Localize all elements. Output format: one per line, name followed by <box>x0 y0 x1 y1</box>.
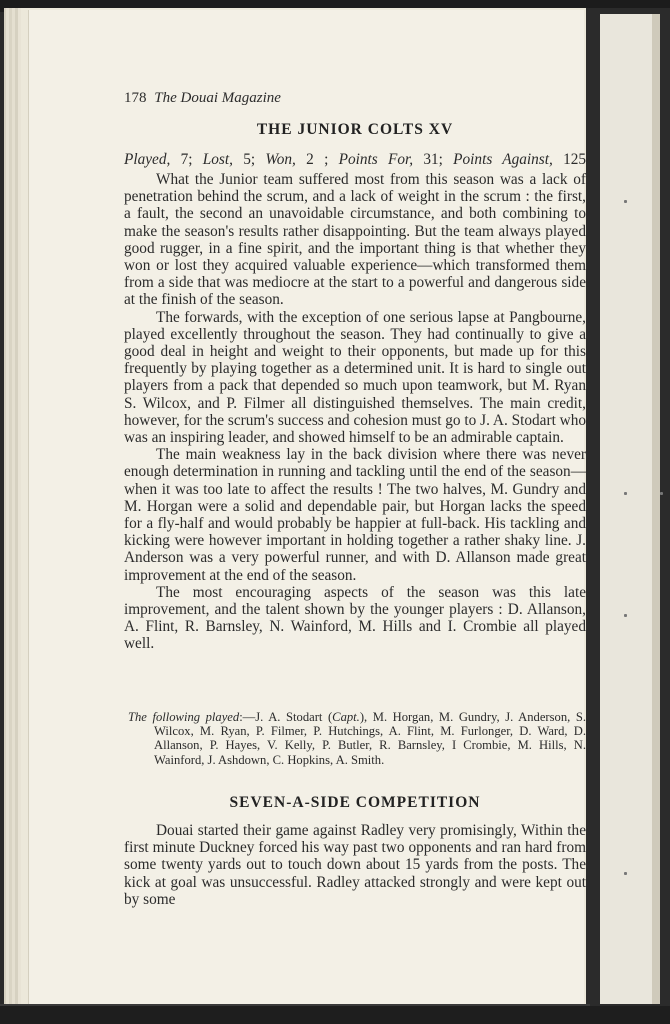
players-list <box>128 710 586 767</box>
points-against-value: 125 <box>563 151 587 168</box>
running-head <box>124 90 586 107</box>
section-heading-junior-colts: THE JUNIOR COLTS XV <box>256 121 454 138</box>
facing-page-edge <box>600 14 652 1004</box>
players-lead: The following played <box>128 710 240 724</box>
paragraph: The main weakness lay in the back division where there was never enough determination in running and tackling until the end of the season—when it was too late to affect the results ! The two halves, M. Gundry and M. Horgan were a solid and dependable pair, but Horgan lacks the speed for a fly-half and would probably be happier at full-back. His tackling and kicking were however important in holding together a rather shaky line. J. Anderson was a very powerful runner, and with D. Allanson made great improvement at the end of the season. <box>124 446 586 584</box>
paragraph: The most encouraging aspects of the season was this late improvement, and the talent shown by the younger players : D. Allanson, A. Flint, R. Barnsley, N. Wainford, M. Hills and I. Crombie all played well. <box>124 583 586 653</box>
players-rest: ), M. Horgan, M. Gundry, J. Anderson, S. Wilcox, M. Ryan, P. Filmer, P. Hutchings, A. Flint, M. Furlonger, D. Ward, D. Allanson, P. Hayes, V. Kelly, P. Butler, R. Barnsley, I Crombie, M. Hills, N. Wainford, J. Ashdown, C. Hopkins, A. Smith. <box>154 710 586 767</box>
paragraph: The forwards, with the exception of one serious lapse at Pangbourne, played excellently throughout the season. They had continually to give a good deal in height and weight to their opponents, but made up for this frequently by playing together as a determined unit. It is hard to single out players from a pack that depended so much upon teamwork, but M. Ryan S. Wilcox, and P. Filmer all distinguished themselves. The main credit, however, for the scrum's success and cohesion must go to J. A. Stodart who was an inspiring leader, and showed himself to be an admirable captain. <box>124 308 586 447</box>
won-label: Won, <box>265 151 296 168</box>
points-against-label: Points Against, <box>453 151 553 168</box>
paragraph: Douai started their game against Radley very promisingly, Within the first minute Duckney forced his way past two opponents and ran hard from some twenty yards out to touch down about 15 yards from the posts. The kick at goal was unsuccessful. Radley attacked strongly and were kept out by some <box>124 822 586 908</box>
seven-a-side-report <box>124 822 586 908</box>
lost-value: 5; <box>243 151 256 168</box>
paragraph: What the Junior team suffered most from this season was a lack of penetration behind the scrum, and a lack of weight in the scrum : the first, a fault, the second an unavoidable circumstance, and both combining to make the season's results rather disappointing. But the team always played good rugger, in a fine spirit, and the important thing is that whether they won or lost they acquired valuable experience—which transformed them from a side that was mediocre at the start to a powerful and dangerous side at the finish of the season. <box>124 171 586 309</box>
scan-bottom-border <box>0 1006 670 1024</box>
won-value: 2 ; <box>306 151 329 168</box>
facing-page-fold <box>652 14 660 1004</box>
points-for-value: 31; <box>423 151 443 168</box>
points-for-label: Points For, <box>338 151 414 168</box>
captain-label: Capt. <box>332 710 360 724</box>
players-first: :—J. A. Stodart ( <box>239 710 333 724</box>
lost-label: Lost, <box>202 151 233 168</box>
played-value: 7; <box>180 151 193 168</box>
page-number: 178 <box>124 90 147 106</box>
journal-title: The Douai Magazine <box>154 90 281 106</box>
section-heading-seven-a-side: SEVEN-A-SIDE COMPETITION <box>229 794 481 811</box>
season-record <box>124 151 586 169</box>
junior-colts-report <box>124 171 586 653</box>
played-label: Played, <box>124 151 171 168</box>
